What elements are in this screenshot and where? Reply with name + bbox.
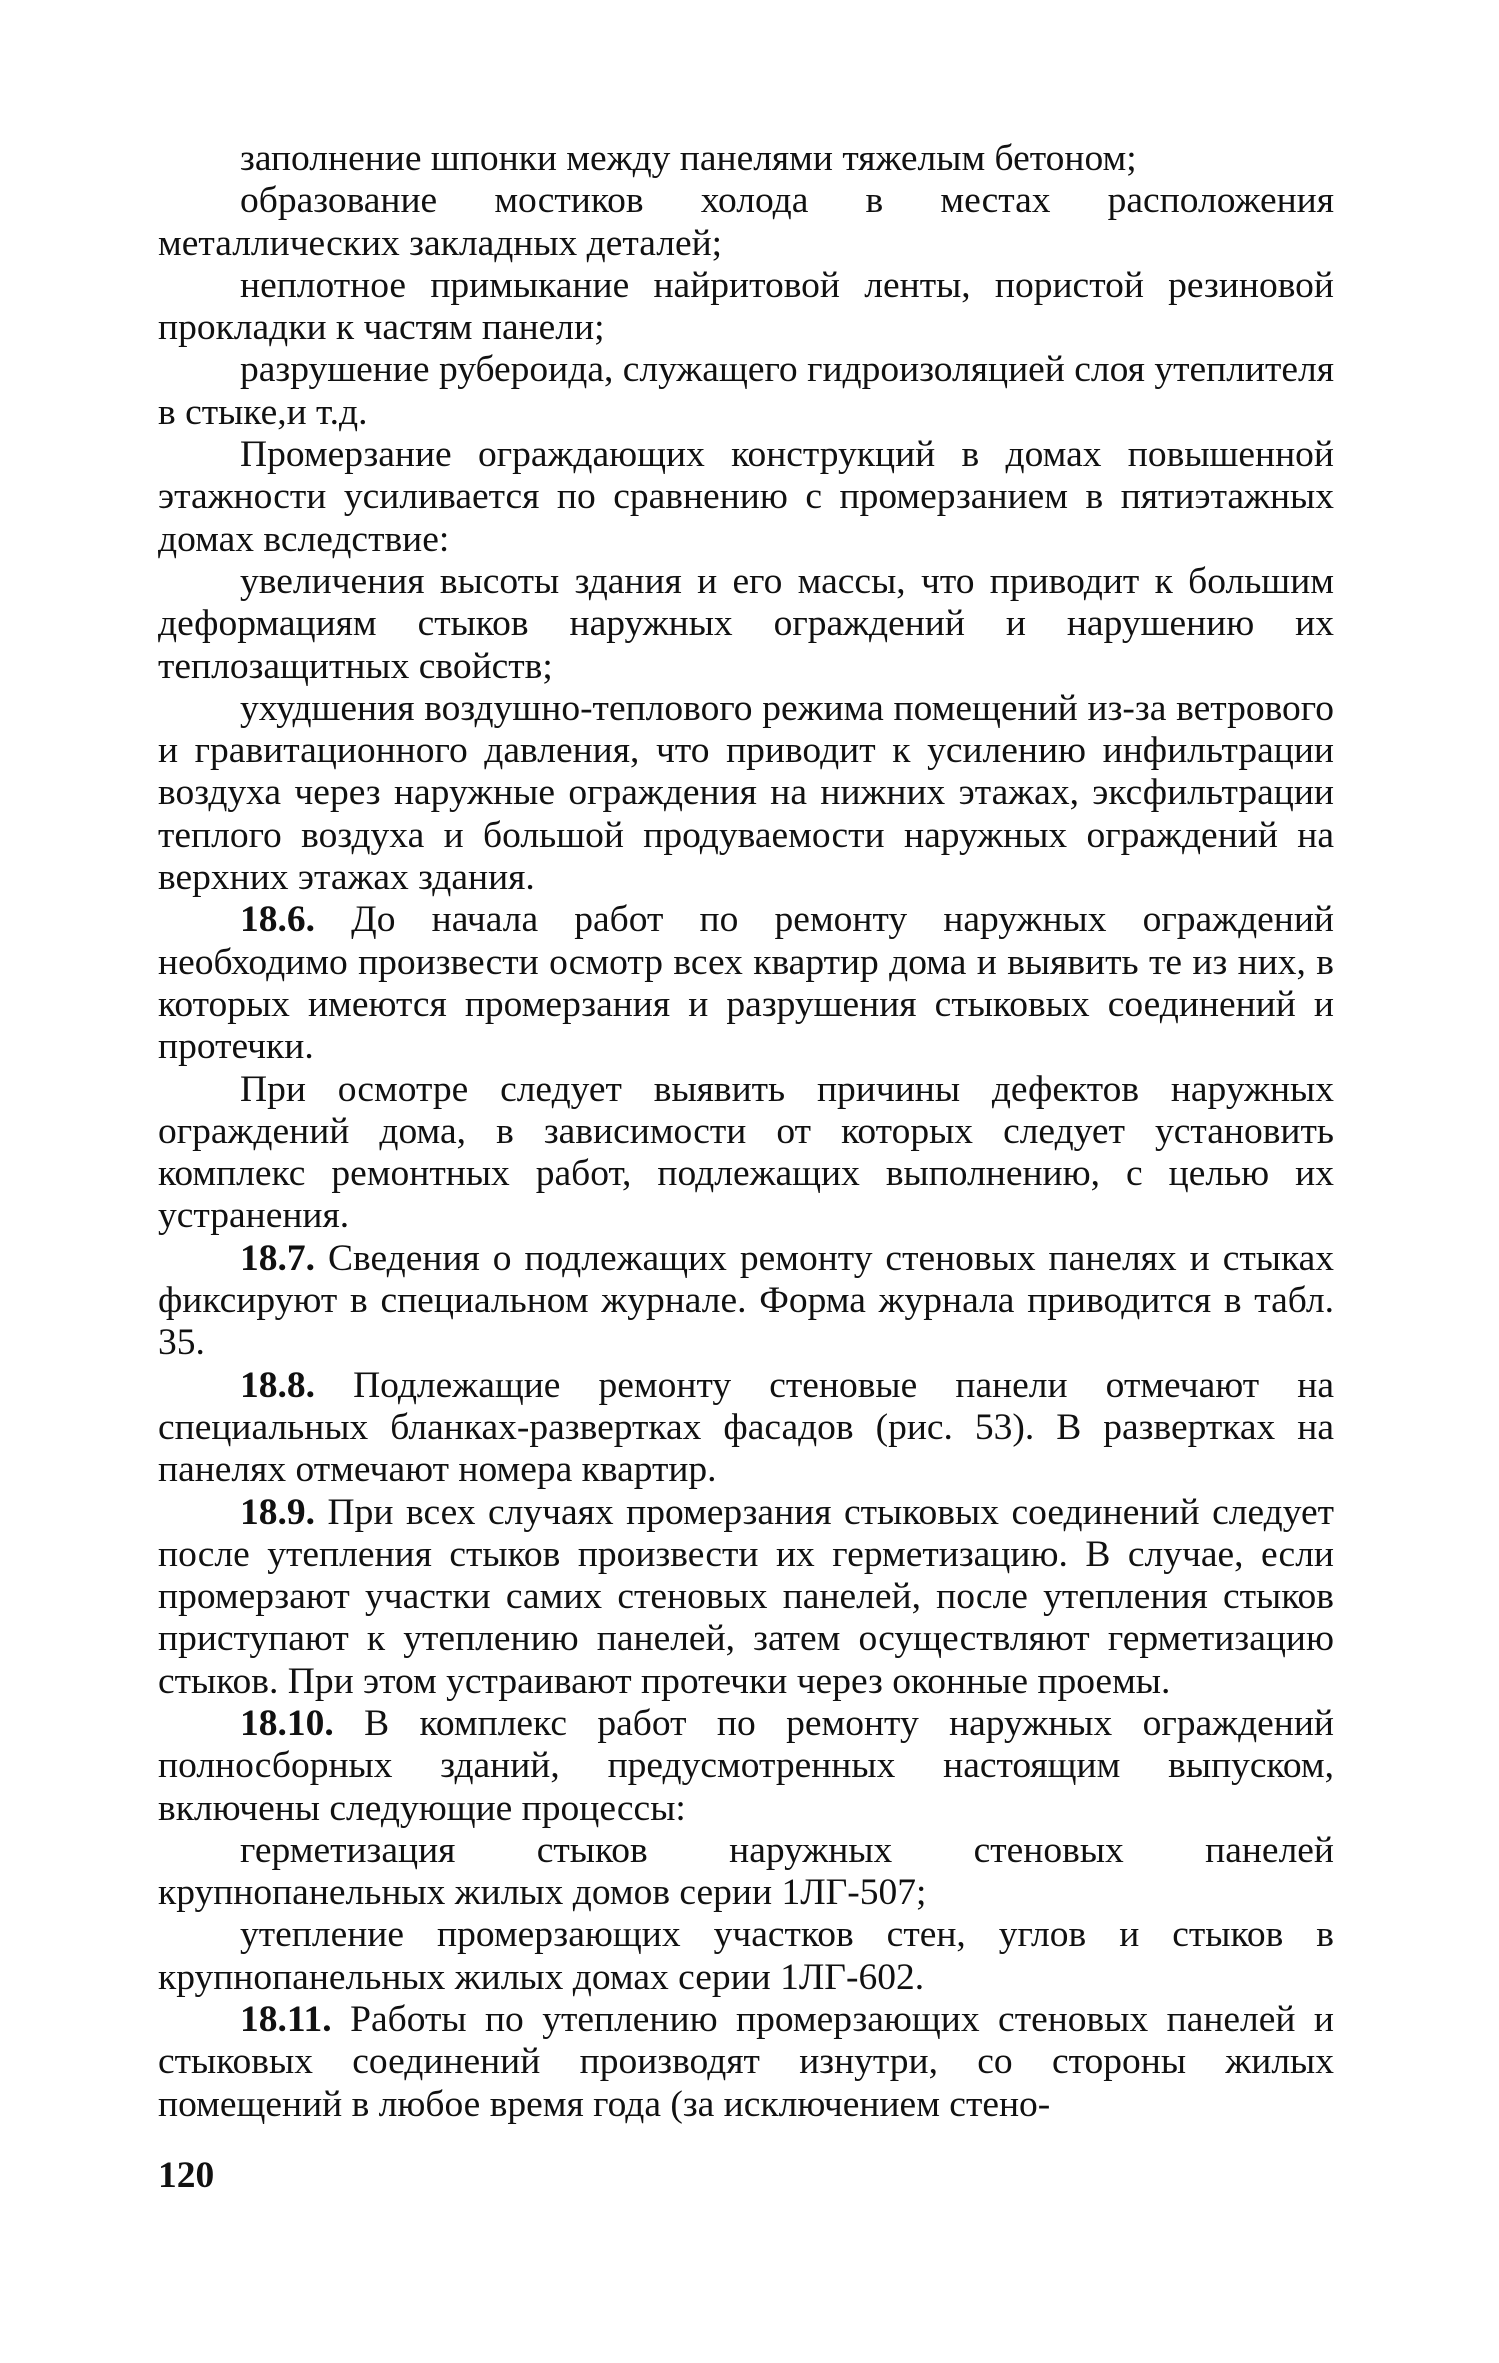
- clause-number: 18.8.: [240, 1364, 315, 1406]
- paragraph: [158, 899, 1334, 1068]
- clause-number: 18.9.: [240, 1491, 315, 1533]
- paragraph: [158, 1492, 1334, 1703]
- paragraph: [158, 1830, 1334, 1915]
- paragraph: [158, 561, 1334, 688]
- paragraph-text: При всех случаях промерзания стыковых соединений следует после утепления стыков произвести их герметизацию. В случае, если промерзают участки самих стеновых панелей, после утепления стыков приступают к утеплению панелей, затем осуществляют герметизацию стыков. При этом устраивают протечки через оконные проемы.: [158, 1491, 1334, 1702]
- paragraph-text: До начала работ по ремонту наружных ограждений необходимо произвести осмотр всех квартир дома и выявить те из них, в которых имеются промерзания и разрушения стыковых соединений и протечки.: [158, 899, 1334, 1068]
- paragraph-text: заполнение шпонки между панелями тяжелым бетоном;: [240, 138, 1137, 179]
- paragraph-text: образование мостиков холода в местах расположения металлических закладных деталей;: [158, 180, 1334, 264]
- paragraph: [158, 1914, 1334, 1999]
- clause-number: 18.7.: [240, 1237, 315, 1279]
- paragraph: [158, 265, 1334, 350]
- clause-number: 18.11.: [240, 1999, 332, 2041]
- paragraph-text: увеличения высоты здания и его массы, что приводит к большим деформациям стыков наружных ограждений и нарушению их теплозащитных свойств;: [158, 560, 1334, 687]
- paragraph: [158, 1365, 1334, 1492]
- paragraph-text: В комплекс работ по ремонту наружных ограждений полносборных зданий, предусмотренных настоящим выпуском, включены следующие процессы:: [158, 1702, 1334, 1829]
- paragraph: [158, 349, 1334, 434]
- paragraph-text: Подлежащие ремонту стеновые панели отмечают на специальных бланках-развертках фасадов (рис. 53). В развертках на панелях отмечают номера квартир.: [158, 1364, 1334, 1491]
- paragraph-text: разрушение рубероида, служащего гидроизоляцией слоя утеплителя в стыке,и т.д.: [158, 349, 1334, 433]
- paragraph-text: Работы по утеплению промерзающих стеновых панелей и стыковых соединений производят изнутри, со стороны жилых помещений в любое время года (за исключением стено-: [158, 1999, 1334, 2125]
- clause-number: 18.10.: [240, 1702, 334, 1744]
- paragraph: [158, 1703, 1334, 1830]
- paragraph-text: неплотное примыкание найритовой ленты, пористой резиновой прокладки к частям панели;: [158, 264, 1334, 349]
- page-number: 120: [158, 2155, 215, 2196]
- paragraph: [158, 688, 1334, 899]
- paragraph: [158, 434, 1334, 561]
- paragraph: [158, 1999, 1334, 2126]
- paragraph-text: утепление промерзающих участков стен, углов и стыков в крупнопанельных жилых домах серии 1ЛГ-602.: [158, 1914, 1334, 1998]
- paragraph-text: При осмотре следует выявить причины дефектов наружных ограждений дома, в зависимости от которых следует установить комплекс ремонтных работ, подлежащих выполнению, с целью их устранения.: [158, 1068, 1334, 1237]
- page-body: [158, 138, 1334, 2126]
- paragraph-text: Промерзание ограждающих конструкций в домах повышенной этажности усиливается по сравнению с промерзанием в пятиэтажных домах вследствие:: [158, 434, 1334, 560]
- paragraph: [158, 1238, 1334, 1365]
- paragraph: [158, 1069, 1334, 1238]
- clause-number: 18.6.: [240, 899, 315, 941]
- paragraph-text: ухудшения воздушно-теплового режима помещений из-за ветрового и гравитационного давления, что приводит к усилению инфильтрации воздуха через наружные ограждения на нижних этажах, эксфильтрации теплого воздуха и большой продуваемости наружных ограждений на верхних этажах здания.: [158, 687, 1334, 899]
- paragraph: [158, 138, 1334, 180]
- paragraph: [158, 180, 1334, 265]
- paragraph-text: герметизация стыков наружных стеновых панелей крупнопанельных жилых домов серии 1ЛГ-507;: [158, 1829, 1334, 1914]
- paragraph-text: Сведения о подлежащих ремонту стеновых панелях и стыках фиксируют в специальном журнале. Форма журнала приводится в табл. 35.: [158, 1237, 1334, 1364]
